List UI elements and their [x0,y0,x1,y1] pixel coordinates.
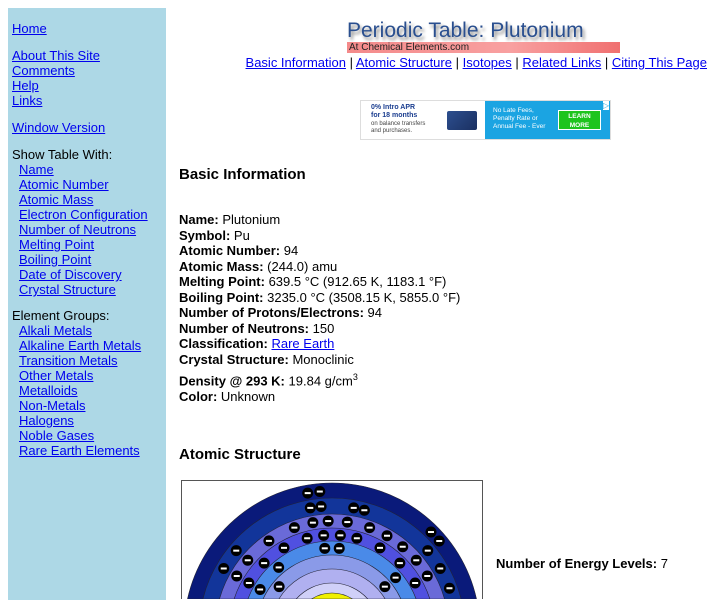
sidebar [8,8,166,600]
group-alkaline-earth-link[interactable]: Alkaline Earth Metals [19,338,142,353]
electron [302,488,313,499]
show-boiling-point-link[interactable]: Boiling Point [19,252,92,267]
info-symbol: Symbol: Pu [179,227,250,243]
atomic-structure-heading: Atomic Structure [179,446,301,463]
basic-info-heading: Basic Information [179,166,306,183]
info-melting-point: Melting Point: 639.5 °C (912.65 K, 1183.1 °F) [179,274,447,289]
electron [316,501,327,512]
electron [434,536,445,547]
show-atomic-mass-link[interactable]: Atomic Mass [19,192,94,207]
nav-sep: | [349,55,353,70]
electron [274,581,285,592]
electron [342,517,353,528]
adchoices-icon[interactable]: ▷ [602,101,609,110]
electron [289,522,300,533]
electron [382,530,393,541]
show-electron-config-link[interactable]: Electron Configuration [19,207,148,222]
show-name-link[interactable]: Name [19,162,54,177]
nav-sep: | [604,55,609,70]
electron [218,563,229,574]
electron [323,516,334,527]
about-link[interactable]: About This Site [12,48,100,63]
electron [411,555,422,566]
nav-atomic-structure[interactable]: Atomic Structure [355,55,452,70]
ad-text: Penalty Rate or [493,115,538,122]
show-discovery-link[interactable]: Date of Discovery [19,267,122,282]
electron [375,542,386,553]
learn-more-button[interactable]: LEARN MORE [558,110,601,130]
electron [259,558,270,569]
info-color: Color: Unknown [179,388,276,404]
ad-text: and purchases. [371,128,413,134]
group-noble-gases-link[interactable]: Noble Gases [19,428,95,443]
electron [444,583,455,594]
section-nav [246,55,707,70]
basic-info [179,212,460,404]
energy-levels: Number of Energy Levels: 7 [496,556,668,571]
nav-basic-info[interactable]: Basic Information [245,55,346,70]
electron [263,535,274,546]
info-atomic-mass: Atomic Mass: (244.0) amu [179,258,338,274]
electron [422,571,433,582]
electron [425,527,436,538]
electron [435,563,446,574]
ad-text: for 18 months [371,112,418,119]
group-other-metals-link[interactable]: Other Metals [19,368,94,383]
nav-sep: | [455,55,459,70]
electron [302,533,313,544]
ad-text: Annual Fee - Ever [493,123,546,130]
info-classification: Classification: Rare Earth [179,336,335,351]
group-halogens-link[interactable]: Halogens [19,413,74,428]
help-link[interactable]: Help [12,78,39,93]
bohr-model-image [182,481,482,599]
electron [422,545,433,556]
electron [231,545,242,556]
electron [394,558,405,569]
electron [334,543,345,554]
electron [231,571,242,582]
nav-citing[interactable]: Citing This Page [611,55,707,70]
nav-sep: | [515,55,519,70]
electron [305,502,316,513]
group-metalloids-link[interactable]: Metalloids [19,383,78,398]
ad-text: on balance transfers [371,121,426,127]
home-link[interactable]: Home [12,21,47,36]
atomic-structure-diagram [181,480,483,599]
show-melting-point-link[interactable]: Melting Point [19,237,95,252]
electron [379,581,390,592]
nav-related-links[interactable]: Related Links [522,55,602,70]
info-protons: Number of Protons/Electrons: 94 [179,305,383,320]
classification-link[interactable]: Rare Earth [271,336,335,351]
show-neutrons-link[interactable]: Number of Neutrons [19,222,137,237]
electron [410,578,421,589]
electron [348,502,359,513]
electron [273,562,284,573]
electron [390,572,401,583]
group-rare-earth-link[interactable]: Rare Earth Elements [19,443,140,458]
electron [335,530,346,541]
ad-text: 0% Intro APR [371,104,416,111]
group-alkali-link[interactable]: Alkali Metals [19,323,92,338]
electron [364,522,375,533]
electron [307,517,318,528]
show-atomic-number-link[interactable]: Atomic Number [19,177,109,192]
info-name: Name: Plutonium [179,212,281,227]
advertisement-banner[interactable] [360,100,611,140]
info-crystal: Crystal Structure: Monoclinic [179,351,354,367]
electron [318,530,329,541]
info-density: Density @ 293 K: 19.84 $g/cm^3$ [179,372,358,389]
show-crystal-link[interactable]: Crystal Structure [19,282,116,297]
electron [314,486,325,497]
electron [397,541,408,552]
info-atomic-number: Atomic Number: 94 [179,243,299,258]
electron [351,533,362,544]
electron [279,542,290,553]
electron [255,584,266,595]
credit-card-image [447,111,477,130]
window-version-link[interactable]: Window Version [12,120,106,135]
electron [359,505,370,516]
info-neutrons: Number of Neutrons: 150 [179,320,335,336]
element-groups-label: Element Groups: [12,308,110,323]
site-subtitle: At Chemical Elements.com [347,42,620,53]
show-table-label: Show Table With: [12,147,113,162]
electron [242,555,253,566]
page-title: Periodic Table: Plutonium [347,19,584,42]
info-boiling-point: Boiling Point: 3235.0 °C (3508.15 K, 5855.0 °F) [179,289,461,305]
group-non-metals-link[interactable]: Non-Metals [19,398,86,413]
comments-link[interactable]: Comments [12,63,75,78]
group-transition-link[interactable]: Transition Metals [19,353,118,368]
electron [243,578,254,589]
links-link[interactable]: Links [12,93,43,108]
ad-text: No Late Fees, [493,107,534,114]
nav-isotopes[interactable]: Isotopes [462,55,512,70]
electron [319,543,330,554]
